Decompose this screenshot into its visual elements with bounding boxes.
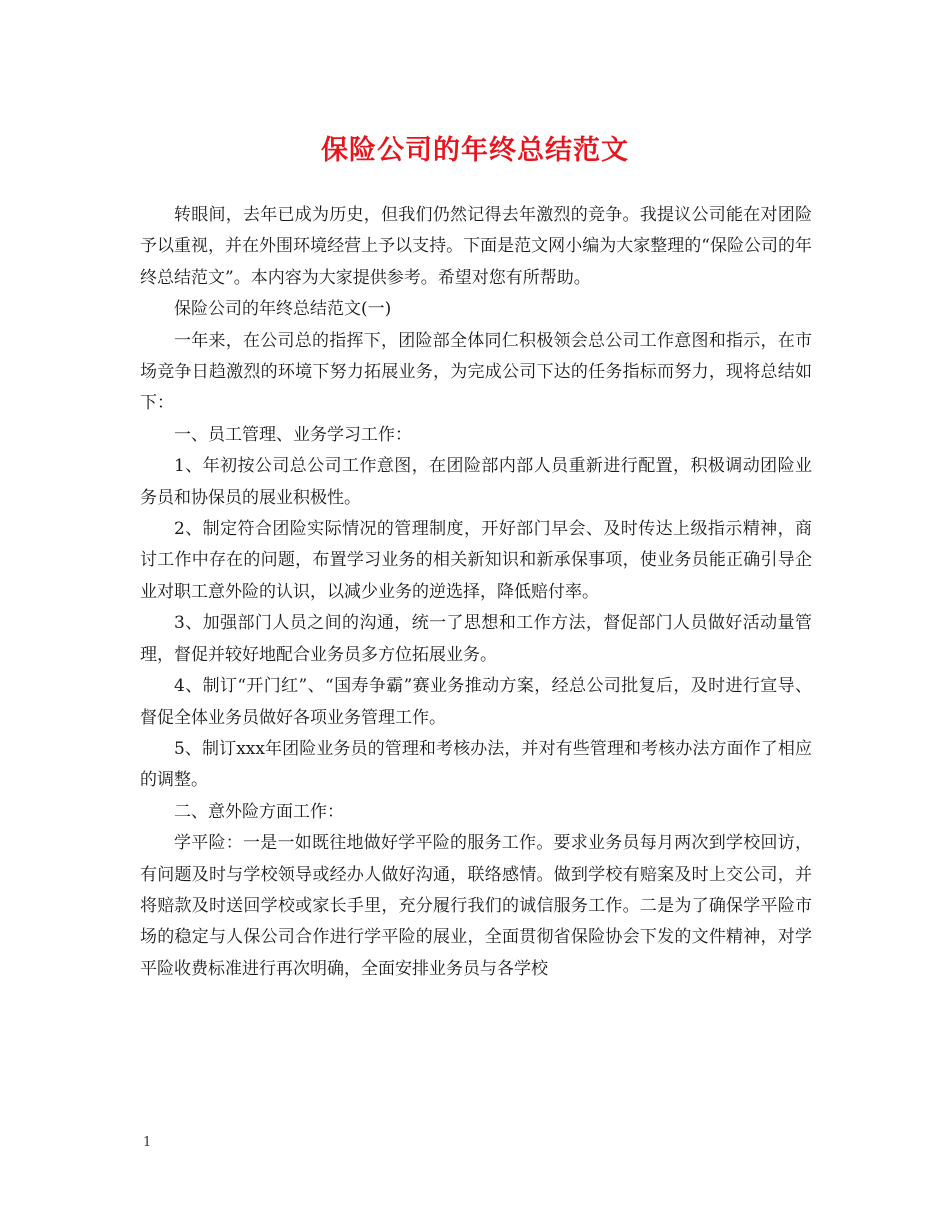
paragraph-intro: 转眼间，去年已成为历史，但我们仍然记得去年激烈的竞争。我提议公司能在对团险予以重视，并在外围环境经营上予以支持。下面是范文网小编为大家整理的“保险公司的年终总结范文”。本内容为大家提供参考。希望对您有所帮助。 [140,205,812,288]
document-title: 保险公司的年终总结范文 [321,135,629,166]
paragraph-overview: 一年来，在公司总的指挥下，团险部全体同仁积极领会总公司工作意图和指示，在市场竞争日趋激烈的环境下努力拓展业务，为完成公司下达的任务指标而努力，现将总结如下： [140,330,812,414]
paragraph-item-2: 2、制定符合团险实际情况的管理制度，开好部门早会、及时传达上级指示精神，商讨工作中存在的问题，布置学习业务的相关新知识和新承保事项，使业务员能正确引导企业对职工意外险的认识，以减少业务的逆选择，降低赔付率。 [140,519,812,602]
paragraph-item-5: 5、制订xxx年团险业务员的管理和考核办法，并对有些管理和考核办法方面作了相应的调整。 [140,738,812,791]
paragraph-item-3: 3、加强部门人员之间的沟通，统一了思想和工作方法，督促部门人员做好活动量管理，督促并较好地配合业务员多方位拓展业务。 [140,613,812,665]
section-heading-staff: 一、员工管理、业务学习工作： [174,424,412,445]
paragraph-student-insurance: 学平险：一是一如既往地做好学平险的服务工作。要求业务员每月两次到学校回访，有问题及时与学校领导或经办人做好沟通，联络感情。做到学校有赔案及时上交公司，并将赔款及时送回学校或家长手里，充分履行我们的诚信服务工作。二是为了确保学平险市场的稳定与人保公司合作进行学平险的展业，全面贯彻省保险协会下发的文件精神，对学平险收费标准进行再次明确，全面安排业务员与各学校 [140,833,812,979]
page-number: 1 [143,1135,152,1150]
document-body [140,200,812,985]
section-heading-accident: 二、意外险方面工作： [174,801,344,822]
paragraph-item-1: 1、年初按公司总公司工作意图，在团险部内部人员重新进行配置，积极调动团险业务员和协保员的展业积极性。 [140,456,812,508]
paragraph-subtitle: 保险公司的年终总结范文(一) [174,299,392,320]
paragraph-item-4: 4、制订“开门红”、“国寿争霸”赛业务推动方案，经总公司批复后，及时进行宣导、督促全体业务员做好各项业务管理工作。 [140,676,812,728]
